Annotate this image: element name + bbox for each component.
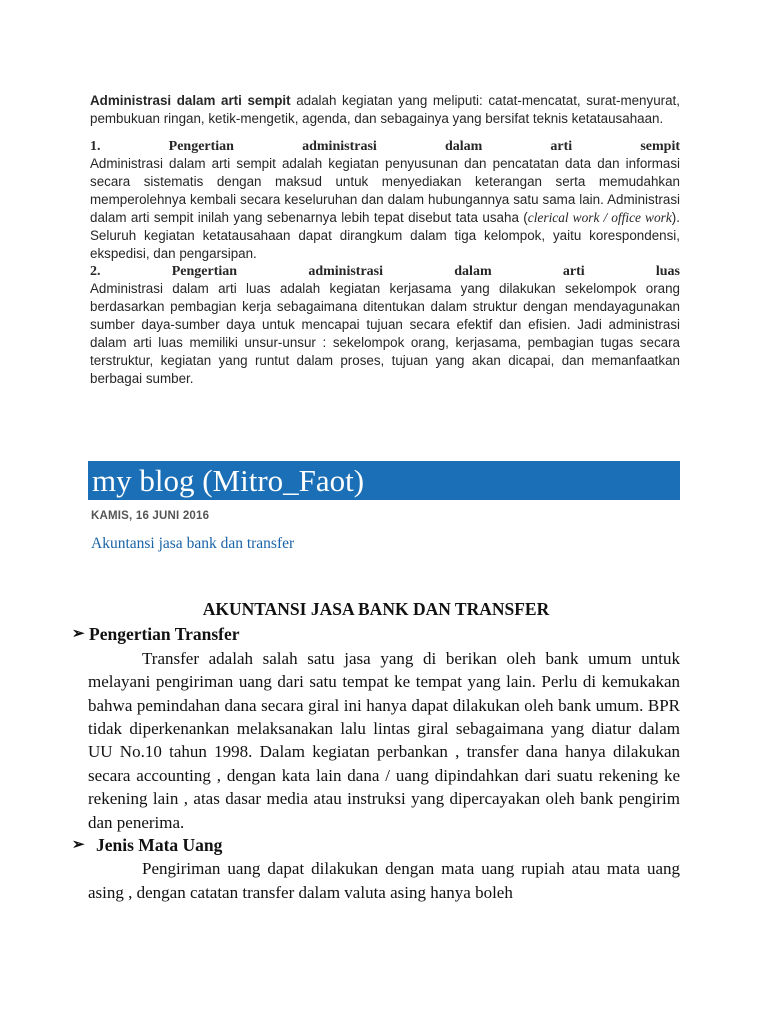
heading-word: luas [655,264,680,279]
section-1-body [90,155,680,263]
section-1-italic-term: clerical work / office work [527,210,672,225]
heading-number: 2. [90,264,101,279]
heading-word: arti [550,139,573,154]
heading-number: 1. [90,139,101,154]
section-heading-label: Jenis Mata Uang [96,835,223,856]
section-heading-currency [72,834,680,857]
section-2-heading [90,263,680,280]
heading-word: Pengertian [168,139,234,154]
heading-word: dalam [454,264,492,279]
section-heading-label: Pengertian Transfer [89,624,240,645]
heading-word: administrasi [308,264,384,279]
arrow-bullet-icon: ➢ [72,626,85,643]
currency-paragraph: Pengiriman uang dapat dilakukan dengan mata uang rupiah atau mata uang asing , dengan catatan transfer dalam valuta asing hanya boleh [88,859,680,902]
section-2-body: Administrasi dalam arti luas adalah kegiatan kerjasama yang dilakukan sekelompok orang berdasarkan pembagian kerja sebagaimana ditentukan dalam struktur dengan mendayagunakan sumber daya-sumber daya untuk mencapai tujuan secara efektif dan efisien. Jadi administrasi dalam arti luas memiliki unsur-unsur : sekelompok orang, kerjasama, pembagian tugas secara terstruktur, kegiatan yang runtut dalam proses, tujuan yang akan dicapai, dan memanfaatkan berbagai sumber. [90,281,680,386]
section-1-text: Administrasi dalam arti sempit adalah kegiatan penyusunan dan pencatatan data dan informasi secara sistematis dengan maksud untuk menyediakan keterangan serta memudahkan memperolehnya kembali secara keseluruhan dan dalam hubungannya satu sama lain. Administrasi dalam arti sempit inilah yang sebenarnya lebih tepat disebut tata usaha ( [90,156,680,225]
heading-word: arti [562,264,585,279]
heading-word: administrasi [302,139,377,154]
blog-title-banner[interactable]: my blog (Mitro_Faot) [88,461,680,500]
post-date: KAMIS, 16 JUNI 2016 [91,510,210,522]
intro-paragraph [90,92,680,128]
transfer-paragraph: Transfer adalah salah satu jasa yang di berikan oleh bank umum untuk melayani pengiriman uang dari satu tempat ke tempat yang lain. Perlu di kemukakan bahwa pemindahan dana secara giral ini hanya dapat dilakukan oleh bank umum. BPR tidak diperkenankan melaksanakan lalu lintas giral sebagaimana yang diatur dalam UU No.10 tahun 1998. Dalam kegiatan perbankan , transfer dana hanya dilakukan secara accounting , dengan kata lain dana / uang dipindahkan dari suatu rekening ke rekening lain , atas dasar media atau instruksi yang dipercayakan oleh bank pengirim dan penerima. [88,648,680,832]
heading-word: dalam [444,139,483,154]
admin-definition-section [90,92,680,388]
post-title-link[interactable]: Akuntansi jasa bank dan transfer [91,535,295,552]
section-1-heading [90,138,680,155]
intro-bold-term: Administrasi dalam arti sempit [90,93,291,108]
heading-word: Pengertian [171,264,238,279]
intro-text: adalah kegiatan yang meliputi: catat-mencatat, surat-menyurat, pembukuan ringan, ketik-mengetik, agenda, dan sebagainya yang bersifat teknis ketatausahaan. [90,93,680,126]
section-1-text-end: ). Seluruh kegiatan ketatausahaan dapat dirangkum dalam tiga kelompok, yaitu korespondensi, ekspedisi, dan pengarsipan. [90,210,680,261]
section-heading-transfer [72,623,680,646]
heading-word: sempit [640,139,680,154]
article-title: AKUNTANSI JASA BANK DAN TRANSFER [202,599,550,619]
arrow-bullet-icon: ➢ [72,837,85,854]
article-body [72,598,680,904]
